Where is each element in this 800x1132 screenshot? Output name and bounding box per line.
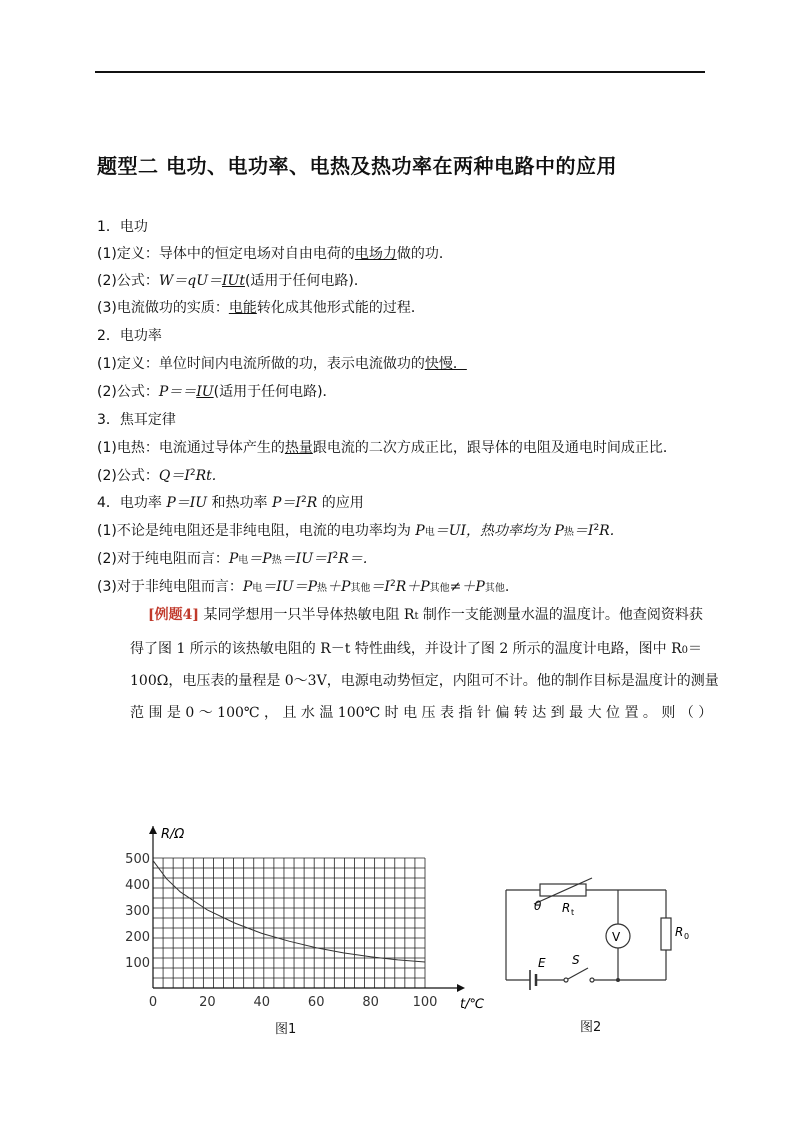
example-tag: [例题4] — [148, 607, 199, 623]
thermistor-rt — [540, 884, 586, 896]
x-tick-label: 40 — [253, 995, 271, 1010]
rt-label: R — [562, 901, 571, 915]
s3-heading: 3．焦耳定律 — [97, 412, 176, 428]
s4-line2: (2)对于纯电阻而言：P电＝P热$=IU=I^2R=$. — [97, 551, 368, 567]
x-tick-label: 60 — [307, 995, 325, 1010]
switch-contact — [590, 978, 594, 982]
s1-line2: (2)公式：W＝qU＝IUt(适用于任何电路)． — [97, 273, 368, 289]
y-tick-label: 200 — [125, 930, 150, 945]
example-line1: [例题4] 某同学想用一只半导体热敏电阻 Rt 制作一支能测量水温的温度计。他查阅资料获 — [148, 607, 703, 623]
x-axis-label: t/℃ — [460, 997, 485, 1012]
rt-curve — [153, 861, 425, 962]
s3-line2: (2)公式：$Q=I^2Rt$. — [97, 468, 217, 484]
s4-line3: (3)对于非纯电阻而言：P电＝IU＝P热＋P其他$=I^2R+P$其他≠＋P其他. — [97, 579, 510, 595]
junction-dot — [616, 978, 620, 982]
example-line3: 100Ω，电压表的量程是 0～3V，电源电动势恒定，内阻可不计。他的制作目标是温度计的测量 — [130, 673, 719, 689]
chart-axes — [149, 826, 465, 992]
rt-chart — [125, 820, 485, 1030]
s4-line1: (1)不论是纯电阻还是非纯电阻，电流的电功率均为 P电＝UI，热功率均为 P热$=I^2R$. — [97, 523, 615, 539]
figure1-caption: 图1 — [275, 1022, 297, 1037]
switch-contact — [564, 978, 568, 982]
x-tick-label: 0 — [148, 995, 158, 1010]
example-line4: 范 围 是 0 ～ 100℃ ， 且 水 温 100℃ 时 电 压 表 指 针 偏 转 达 到 最 大 位 置 。 则 （ ） — [130, 705, 713, 721]
s1-heading: 1．电功 — [97, 219, 148, 235]
battery-label: E — [538, 956, 546, 970]
rt-label-sub: t — [571, 908, 575, 917]
s1-line3: (3)电流做功的实质：电能转化成其他形式能的过程． — [97, 300, 425, 316]
r0-label: R — [675, 925, 684, 939]
s3-line1: (1)电热：电流通过导体产生的热量跟电流的二次方成正比，跟导体的电阻及通电时间成正比． — [97, 440, 677, 456]
theta-label: θ — [534, 899, 542, 913]
y-axis-label: R/Ω — [161, 827, 185, 842]
chart-tick-labels — [125, 852, 437, 1010]
x-tick-label: 80 — [362, 995, 379, 1010]
r0-label-sub: 0 — [684, 932, 690, 941]
s2-heading: 2．电功率 — [97, 328, 162, 344]
s2-line1: (1)定义：单位时间内电流所做的功，表示电流做功的快慢． — [97, 356, 467, 372]
figure2-caption: 图2 — [580, 1020, 602, 1035]
example-line2: 得了图 1 所示的该热敏电阻的 R－t 特性曲线，并设计了图 2 所示的温度计电路，图中 R0＝ — [130, 641, 703, 657]
chart-grid — [153, 858, 425, 988]
section-title: 题型二 电功、电功率、电热及热功率在两种电路中的应用 — [97, 154, 617, 178]
y-tick-label: 500 — [125, 852, 150, 867]
top-rule — [95, 71, 705, 73]
resistor-r0 — [661, 918, 671, 950]
x-axis-arrow — [457, 984, 465, 992]
y-tick-label: 300 — [125, 904, 150, 919]
y-tick-label: 400 — [125, 878, 150, 893]
x-tick-label: 100 — [412, 995, 438, 1010]
x-tick-label: 20 — [199, 995, 216, 1010]
s1-line1: (1)定义：导体中的恒定电场对自由电荷的电场力做的功． — [97, 246, 453, 262]
switch-blade — [568, 968, 588, 979]
s4-heading: 4．电功率 P＝IU 和热功率 $P=I^2R$ 的应用 — [97, 495, 364, 511]
switch-label: S — [572, 953, 580, 967]
s2-line2: (2)公式：P＝＝IU(适用于任何电路)． — [97, 384, 337, 400]
voltmeter-label: V — [612, 930, 621, 944]
y-axis-arrow — [149, 826, 157, 834]
y-tick-label: 100 — [125, 956, 150, 971]
circuit-diagram — [500, 870, 700, 1000]
